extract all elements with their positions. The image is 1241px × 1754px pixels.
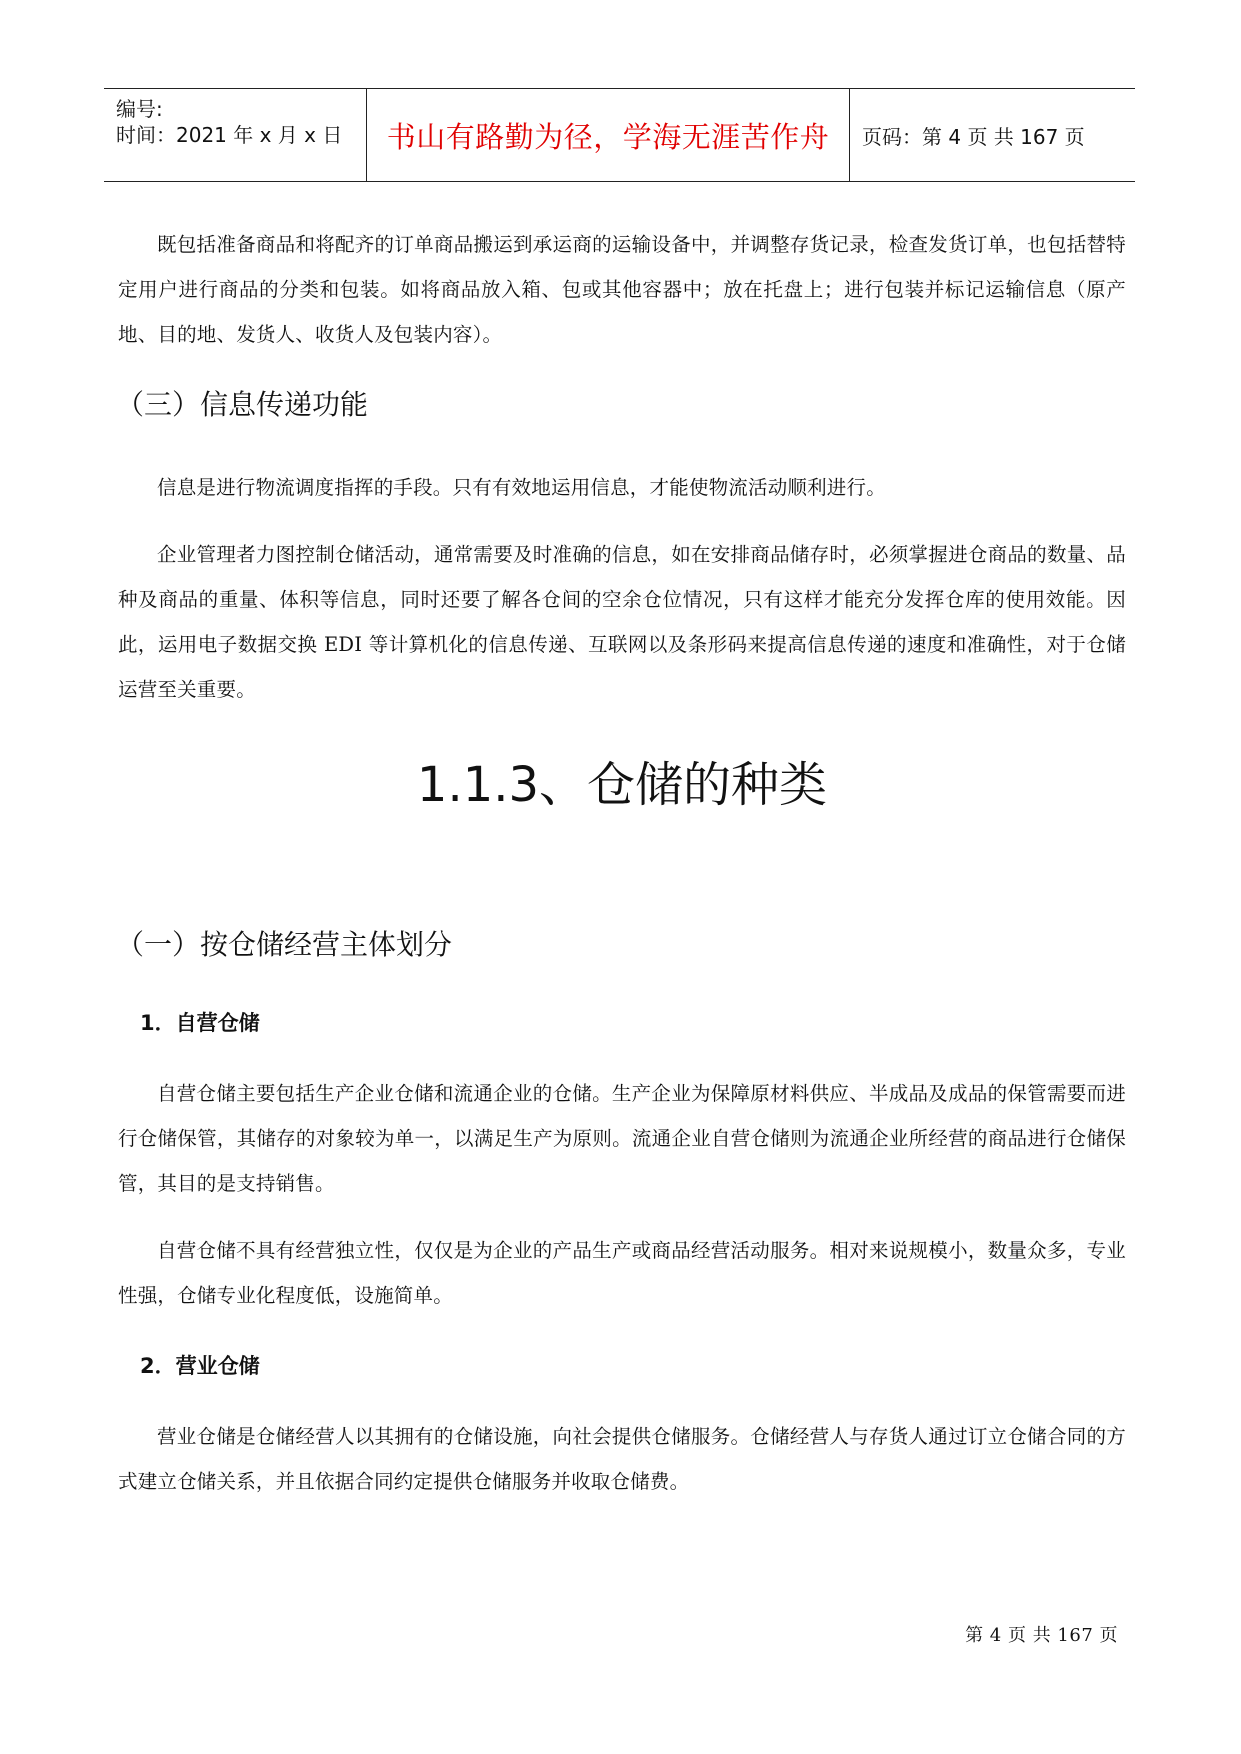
document-body <box>118 222 1126 1504</box>
item-heading: 2．营业仓储 <box>140 1354 260 1378</box>
chapter-title: 1.1.3、仓储的种类 <box>416 757 828 813</box>
section-heading: （一）按仓储经营主体划分 <box>116 928 453 961</box>
body-paragraph: 企业管理者力图控制仓储活动，通常需要及时准确的信息，如在安排商品储存时，必须掌握进仓商品的数量、品种及商品的重量、体积等信息，同时还要了解各仓间的空余仓位情况，只有这样才能充分发挥仓库的使用效能。因此，运用电子数据交换 EDI 等计算机化的信息传递、互联网以及条形码来提高信息传递的速度和准确性，对于仓储运营至关重要。 <box>118 543 1126 701</box>
item-heading: 1．自营仓储 <box>140 1011 260 1035</box>
page-header <box>104 88 1135 182</box>
body-paragraph: 自营仓储主要包括生产企业仓储和流通企业的仓储。生产企业为保障原材料供应、半成品及成品的保管需要而进行仓储保管，其储存的对象较为单一，以满足生产为原则。流通企业自营仓储则为流通企业所经营的商品进行仓储保管，其目的是支持销售。 <box>118 1082 1126 1195</box>
body-paragraph: 自营仓储不具有经营独立性，仅仅是为企业的产品生产或商品经营活动服务。相对来说规模小，数量众多，专业性强，仓储专业化程度低，设施简单。 <box>118 1239 1126 1307</box>
page-footer: 第 4 页 共 167 页 <box>965 1625 1118 1646</box>
body-paragraph: 营业仓储是仓储经营人以其拥有的仓储设施，向社会提供仓储服务。仓储经营人与存货人通过订立仓储合同的方式建立仓储关系，并且依据合同约定提供仓储服务并收取仓储费。 <box>118 1425 1126 1493</box>
body-paragraph: 既包括准备商品和将配齐的订单商品搬运到承运商的运输设备中，并调整存货记录，检查发货订单，也包括替特定用户进行商品的分类和包装。如将商品放入箱、包或其他容器中；放在托盘上；进行包装并标记运输信息（原产地、目的地、发货人、收货人及包装内容）。 <box>118 233 1126 346</box>
body-paragraph: 信息是进行物流调度指挥的手段。只有有效地运用信息，才能使物流活动顺利进行。 <box>157 476 886 499</box>
header-motto: 书山有路勤为径，学海无涯苦作舟 <box>386 119 830 154</box>
header-divider <box>366 89 367 181</box>
header-meta <box>116 89 366 181</box>
document-time-label: 时间：2021 年 x 月 x 日 <box>116 123 343 147</box>
document-number-label: 编号: <box>116 97 163 121</box>
header-divider <box>849 89 850 181</box>
header-page-info: 页码：第 4 页 共 167 页 <box>862 124 1085 149</box>
section-heading: （三）信息传递功能 <box>116 388 369 421</box>
